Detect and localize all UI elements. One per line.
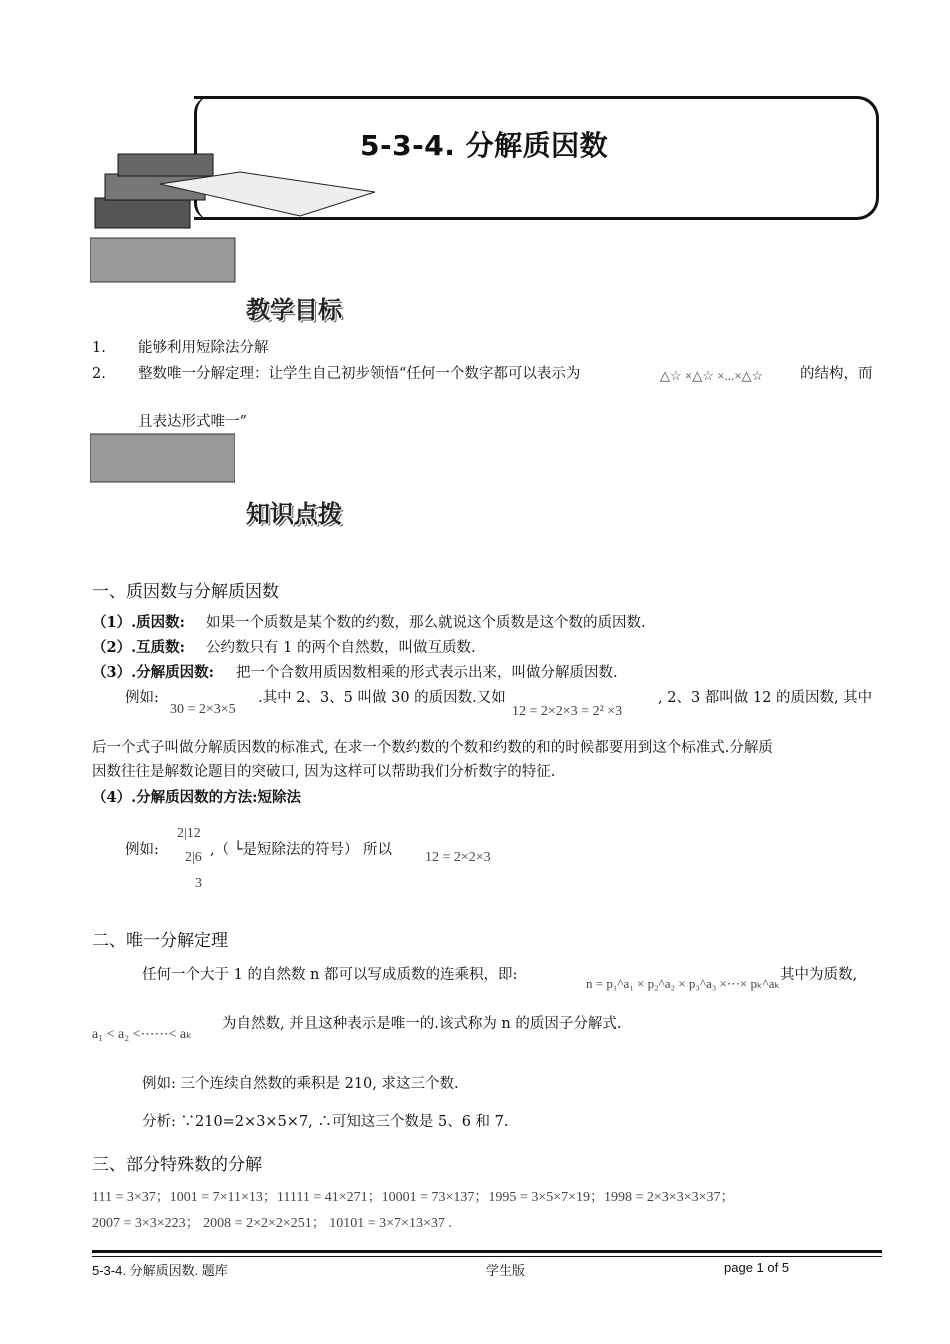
book-shape <box>118 154 213 176</box>
example-tail: , 2、3 都叫做 12 的质因数, 其中 <box>658 690 873 706</box>
def4-label: （4）.分解质因数的方法:短除法 <box>92 789 301 806</box>
exponent-order: a₁ < a₂ <⋯⋯< aₖ <box>92 1027 193 1042</box>
def1-label: （1）.质因数: <box>92 614 185 631</box>
footer-page: page 1 of 5 <box>724 1260 790 1275</box>
def2-label: （2）.互质数: <box>92 639 185 656</box>
example-mid: .其中 2、3、5 叫做 30 的质因数.又如 <box>258 690 506 706</box>
section-title-goal: 教学目标 <box>246 296 342 324</box>
def2-text: 公约数只有 1 的两个自然数，叫做互质数. <box>206 640 476 656</box>
example2-note: ,（ └是短除法的符号） 所以 <box>210 842 393 858</box>
example-prefix: 例如: <box>125 690 159 706</box>
goal-item-2-number: 2. <box>92 366 106 382</box>
division-row3: 3 <box>195 876 202 891</box>
division-row1: 2|12 <box>177 826 201 841</box>
formula-30: 30 = 2×3×5 <box>170 702 236 717</box>
analysis-text: 分析: ∵210=2×3×5×7, ∴可知这三个数是 5、6 和 7. <box>142 1114 509 1130</box>
example2-prefix: 例如: <box>125 842 159 858</box>
theorem-tail: 其中为质数, <box>780 967 858 983</box>
theorem-text: 任何一个大于 1 的自然数 n 都可以写成质数的连乘积，即: <box>142 967 518 983</box>
footer-center: 学生版 <box>486 1263 526 1278</box>
formula-12-short: 12 = 2×2×3 <box>425 850 491 865</box>
paragraph-line2: 因数往往是解数论题目的突破口, 因为这样可以帮助我们分析数字的特征. <box>92 764 556 780</box>
books-illustration <box>90 150 380 290</box>
def3-text: 把一个合数用质因数相乘的形式表示出来，叫做分解质因数. <box>236 665 618 681</box>
page-title: 5-3-4. 分解质因数 <box>360 129 609 162</box>
shelf-shape <box>90 238 235 282</box>
formula-12: 12 = 2×2×3 = 2² ×3 <box>512 704 623 719</box>
goal-item-2-text: 整数唯一分解定理：让学生自己初步领悟“任何一个数字都可以表示为 <box>138 366 581 382</box>
book-shape <box>95 198 190 228</box>
goal-formula: △☆ ×△☆ ×...×△☆ <box>660 368 764 383</box>
division-row2: 2|6 <box>185 850 202 865</box>
footer-divider-thin <box>92 1256 882 1257</box>
heading-part1: 一、质因数与分解质因数 <box>92 582 279 602</box>
def3-label: （3）.分解质因数: <box>92 664 214 681</box>
footer-divider <box>92 1250 882 1253</box>
goal-item-1: 能够利用短除法分解 <box>138 340 269 356</box>
factorizations-line2: 2007 = 3×3×223； 2008 = 2×2×2×251； 10101 = 3×7×13×37 . <box>92 1216 452 1231</box>
goal-item-1-number: 1. <box>92 340 106 356</box>
section-title-knowledge: 知识点拨 <box>246 500 342 528</box>
heading-part2: 二、唯一分解定理 <box>92 931 228 951</box>
goal-item-2-tail: 的结构，而 <box>800 366 873 382</box>
heading-part3: 三、部分特殊数的分解 <box>92 1155 262 1175</box>
def1-text: 如果一个质数是某个数的约数，那么就说这个质数是这个数的质因数. <box>206 615 646 631</box>
footer-left: 5-3-4. 分解质因数. 题库 <box>92 1263 228 1278</box>
factorizations-line1: 111 = 3×37；1001 = 7×11×13；11111 = 41×271；10001 = 73×137；1995 = 3×5×7×19；1998 = 2×3×3×3×37； <box>92 1190 735 1205</box>
theorem-cont: 为自然数, 并且这种表示是唯一的.该式称为 n 的质因子分解式. <box>222 1016 622 1032</box>
paragraph-line1: 后一个式子叫做分解质因数的标准式, 在求一个数约数的个数和约数的和的时候都要用到这个标准式.分解质 <box>92 740 773 756</box>
theorem-formula: n = p₁^a₁ × p₂^a₂ × p₃^a₃ ×⋯× pₖ^aₖ <box>586 976 780 991</box>
goal-item-2-cont: 且表达形式唯一” <box>138 414 247 430</box>
example3-text: 例如: 三个连续自然数的乘积是 210, 求这三个数. <box>142 1076 459 1092</box>
shelf-icon <box>90 432 235 484</box>
